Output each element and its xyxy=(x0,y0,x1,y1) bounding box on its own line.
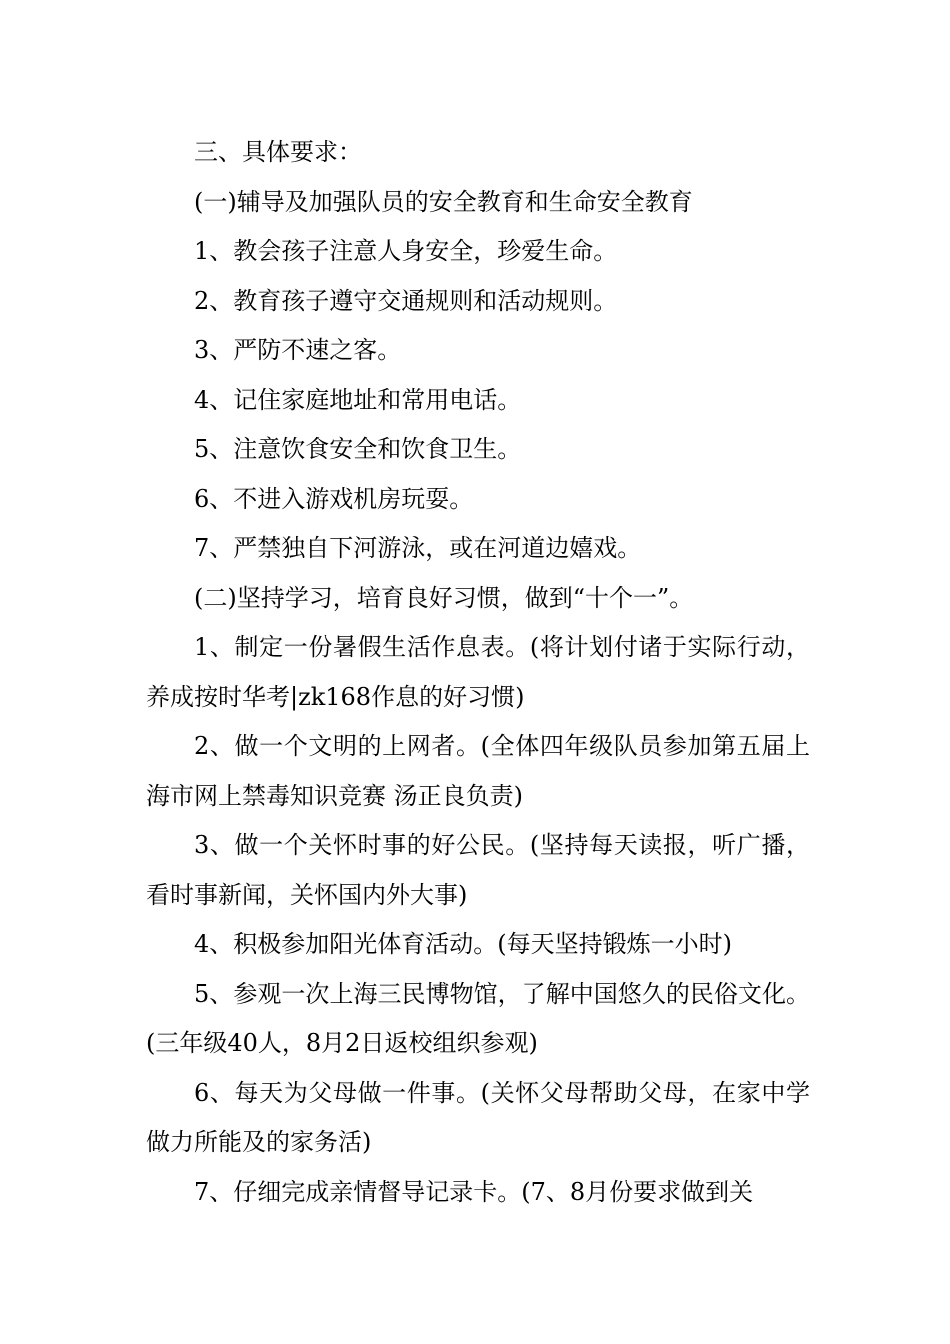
list-item: 3、做一个关怀时事的好公民。(坚持每天读报，听广播，看时事新闻，关怀国内外大事) xyxy=(146,831,810,909)
list-item: 7、仔细完成亲情督导记录卡。(7、8月份要求做到关 xyxy=(194,1177,754,1206)
list-item: 1、制定一份暑假生活作息表。(将计划付诸于实际行动，养成按时华考|zk168作息的好习惯) xyxy=(146,633,810,711)
list-item: 4、记住家庭地址和常用电话。 xyxy=(194,385,522,414)
list-item: 5、参观一次上海三民博物馆，了解中国悠久的民俗文化。(三年级40人，8月2日返校组织参观) xyxy=(146,979,810,1057)
section-heading: 三、具体要求： xyxy=(194,138,362,166)
list-item: 6、不进入游戏机房玩耍。 xyxy=(194,484,474,513)
list-item: 2、教育孩子遵守交通规则和活动规则。 xyxy=(194,286,618,315)
list-item: 1、教会孩子注意人身安全，珍爱生命。 xyxy=(194,237,618,265)
list-item: 3、严防不速之客。 xyxy=(194,336,402,364)
subsection-heading: (二)坚持学习，培育良好习惯，做到“十个一”。 xyxy=(194,583,694,612)
document-body xyxy=(146,128,810,1217)
list-item: 5、注意饮食安全和饮食卫生。 xyxy=(194,435,522,463)
list-item: 7、严禁独自下河游泳，或在河道边嬉戏。 xyxy=(194,534,642,562)
subsection-heading: (一)辅导及加强队员的安全教育和生命安全教育 xyxy=(194,187,693,216)
list-item: 6、每天为父母做一件事。(关怀父母帮助父母，在家中学做力所能及的家务活) xyxy=(146,1078,810,1156)
list-item: 2、做一个文明的上网者。(全体四年级队员参加第五届上海市网上禁毒知识竞赛 汤正良负责) xyxy=(146,732,810,810)
list-item: 4、积极参加阳光体育活动。(每天坚持锻炼一小时) xyxy=(194,930,732,958)
